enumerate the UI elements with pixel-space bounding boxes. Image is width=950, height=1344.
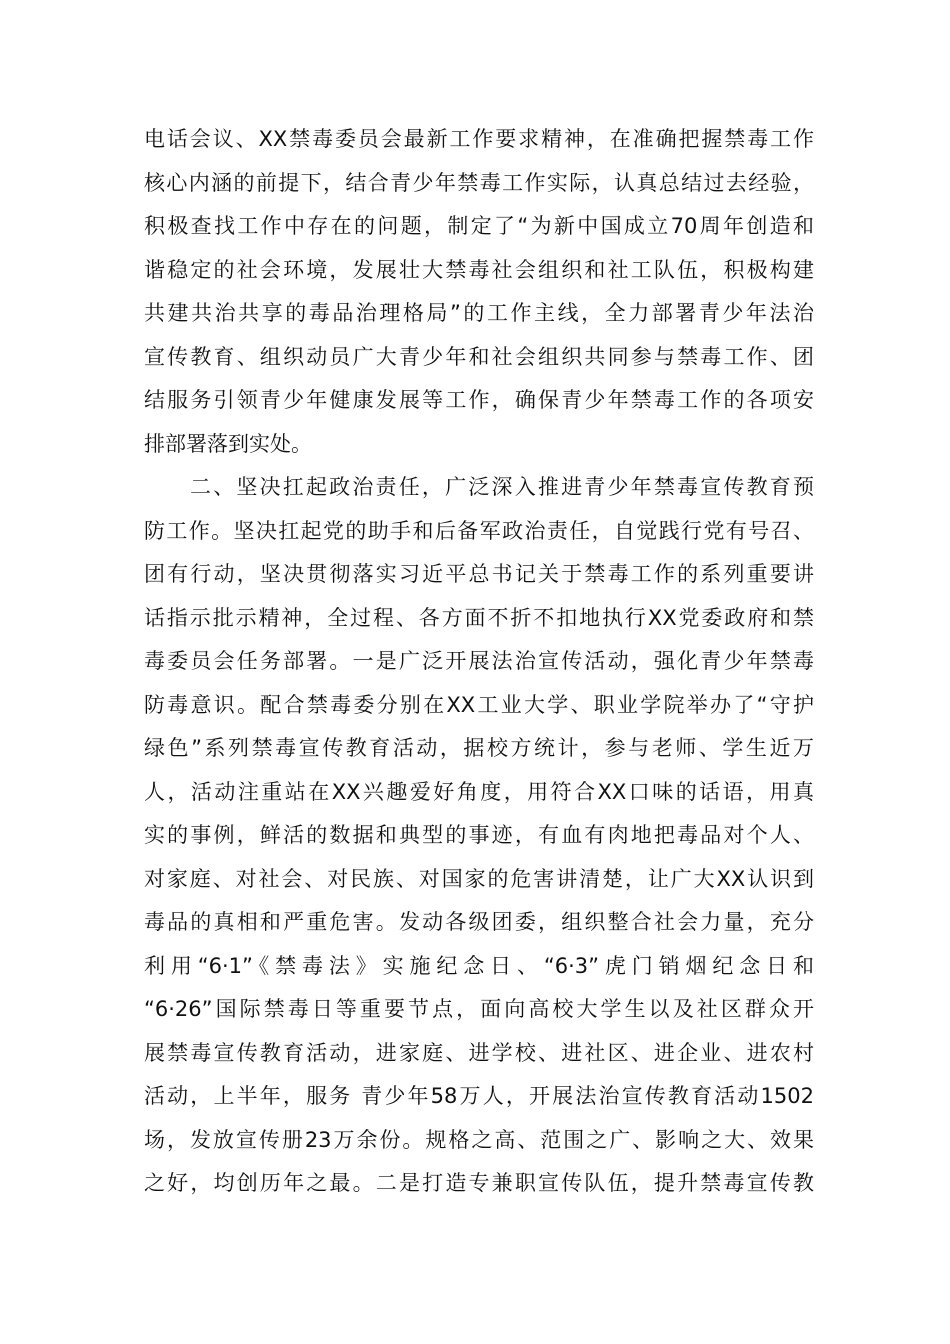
text-line: 共建共治共享的毒品治理格局”的工作主线，全力部署青少年法治 [144,301,814,325]
text-line: 防工作。坚决扛起党的助手和后备军政治责任，自觉践行党有号召、 [144,518,814,543]
section-heading-line: 二、坚决扛起政治责任，广泛深入推进青少年禁毒宣传教育预 [190,475,814,499]
text-line: 结服务引领青少年健康发展等工作，确保青少年禁毒工作的各项安 [144,388,814,412]
text-line: 毒品的真相和严重危害。发动各级团委，组织整合社会力量，充分 [144,910,814,934]
text-line: 防毒意识。配合禁毒委分别在XX工业大学、职业学院举办了“守护 [144,692,814,717]
text-line: 排部署落到实处。 [144,431,312,456]
text-line: 展禁毒宣传教育活动，进家庭、进学校、进社区、进企业、进农村 [144,1040,814,1065]
text-line: “6·26”国际禁毒日等重要节点，面向高校大学生以及社区群众开 [144,997,814,1021]
text-line: 活动，上半年，服务 青少年58万人，开展法治宣传教育活动1502 [144,1084,814,1108]
text-line: 实的事例，鲜活的数据和典型的事迹，有血有肉地把毒品对个人、 [144,823,814,847]
text-line: 核心内涵的前提下，结合青少年禁毒工作实际，认真总结过去经验， [144,170,814,195]
text-line: 团有行动，坚决贯彻落实习近平总书记关于禁毒工作的系列重要讲 [144,562,814,586]
text-line: 场，发放宣传册23万余份。规格之高、范围之广、影响之大、效果 [144,1127,814,1152]
text-line: 之好，均创历年之最。二是打造专兼职宣传队伍，提升禁毒宣传教 [144,1171,814,1195]
text-line: 绿色”系列禁毒宣传教育活动，据校方统计，参与老师、学生近万 [144,736,814,760]
text-line: 利用“6·1”《禁毒法》实施纪念日、“6·3”虎门销烟纪念日和 [144,953,814,978]
text-line: 宣传教育、组织动员广大青少年和社会组织共同参与禁毒工作、团 [144,344,814,369]
text-line: 对家庭、对社会、对民族、对国家的危害讲清楚，让广大XX认识到 [144,866,814,891]
text-line: 电话会议、XX禁毒委员会最新工作要求精神，在准确把握禁毒工作 [144,127,814,151]
text-line: 积极查找工作中存在的问题，制定了“为新中国成立70周年创造和 [144,214,814,238]
text-line: 谐稳定的社会环境，发展壮大禁毒社会组织和社工队伍，积极构建 [144,257,814,282]
text-line: 话指示批示精神，全过程、各方面不折不扣地执行XX党委政府和禁 [144,605,814,630]
text-line: 毒委员会任务部署。一是广泛开展法治宣传活动，强化青少年禁毒 [144,649,814,673]
document-body [144,118,814,1206]
text-line: 人，活动注重站在XX兴趣爱好角度，用符合XX口味的话语，用真 [144,779,814,804]
